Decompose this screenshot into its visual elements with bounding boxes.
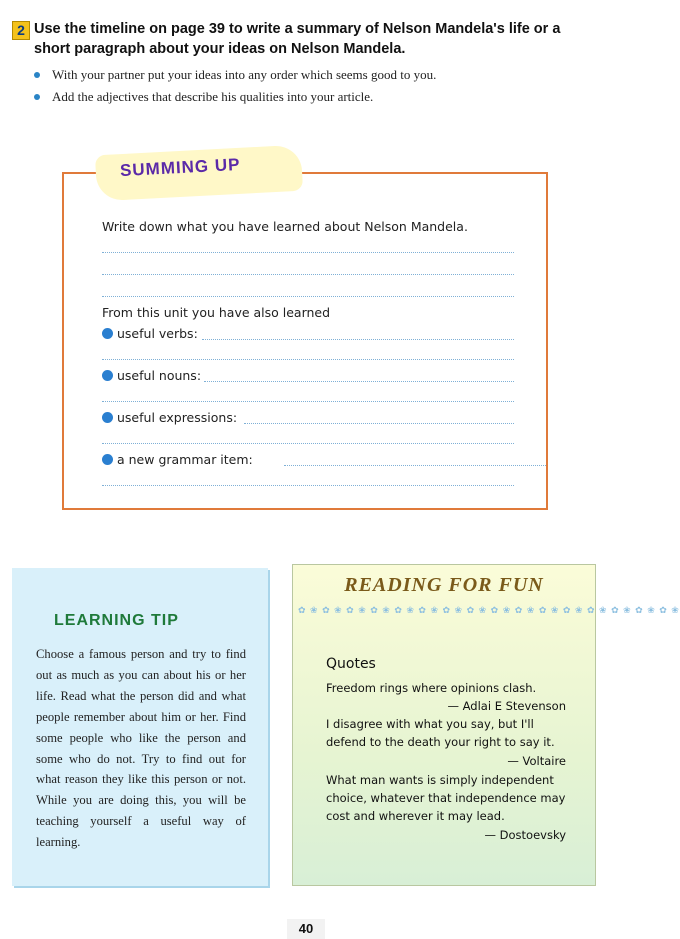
quote-author: — Voltaire — [507, 754, 566, 768]
summing-up-prompt: Write down what you have learned about Nelson Mandela. — [102, 219, 468, 234]
learned-item-expressions: useful expressions: — [102, 410, 237, 425]
writing-line[interactable] — [102, 252, 514, 253]
task-bullet: With your partner put your ideas into any order which seems good to you. — [34, 64, 574, 86]
blue-dot-icon — [102, 412, 113, 423]
writing-line[interactable] — [244, 423, 514, 424]
quote-text: What man wants is simply independent choice, whatever that independence may cost and wherever it may lead. — [326, 773, 566, 823]
quote-author: — Adlai E Stevenson — [447, 699, 566, 713]
quote-author: — Dostoevsky — [484, 828, 566, 842]
quote-text: Freedom rings where opinions clash. — [326, 681, 537, 695]
writing-line[interactable] — [102, 443, 514, 444]
task-bullet: Add the adjectives that describe his qualities into your article. — [34, 86, 574, 108]
writing-line[interactable] — [284, 465, 546, 466]
writing-line[interactable] — [204, 381, 514, 382]
quote-text: I disagree with what you say, but I'll defend to the death your right to say it. — [326, 717, 555, 749]
blue-dot-icon — [102, 454, 113, 465]
flower-border-icon: ✿ ❀ ✿ ❀ ✿ ❀ ✿ ❀ ✿ ❀ ✿ ❀ ✿ ❀ ✿ ❀ ✿ ❀ ✿ ❀ ✿ ❀ ✿ ❀ ✿ ❀ ✿ ❀ ✿ ❀ ✿ ❀ — [298, 605, 680, 615]
learned-item-grammar: a new grammar item: — [102, 452, 253, 467]
writing-line[interactable] — [102, 401, 514, 402]
writing-line[interactable] — [202, 339, 514, 340]
learned-item-verbs: useful verbs: — [102, 326, 198, 341]
task-instruction: Use the timeline on page 39 to write a summary of Nelson Mandela's life or a short paragraph about your ideas on Nelson Mandela. — [34, 21, 561, 57]
learned-item-nouns: useful nouns: — [102, 368, 201, 383]
task-number-badge: 2 — [12, 21, 30, 40]
learning-tip-title: LEARNING TIP — [54, 612, 179, 629]
learning-tip-text: Choose a famous person and try to find out as much as you can about his or her life. Read what the person did and what people remember about him or her. Find some people who like the person and some who do not. Try to find out for what reason they like this person or not. While you are doing this, you will be teaching yourself a useful way of learning. — [36, 647, 246, 850]
also-learned-label: From this unit you have also learned — [102, 305, 331, 320]
blue-dot-icon — [102, 370, 113, 381]
writing-line[interactable] — [102, 296, 514, 297]
bullet-dot-icon — [34, 94, 40, 100]
task-bullet-list — [34, 64, 574, 108]
bullet-dot-icon — [34, 72, 40, 78]
quotes-heading: Quotes — [326, 656, 376, 672]
blue-dot-icon — [102, 328, 113, 339]
reading-for-fun-title: READING FOR FUN — [344, 574, 544, 596]
writing-line[interactable] — [102, 485, 514, 486]
page-number: 40 — [287, 919, 325, 939]
writing-line[interactable] — [102, 274, 514, 275]
writing-line[interactable] — [102, 359, 514, 360]
summing-up-title: SUMMING UP — [119, 154, 241, 181]
